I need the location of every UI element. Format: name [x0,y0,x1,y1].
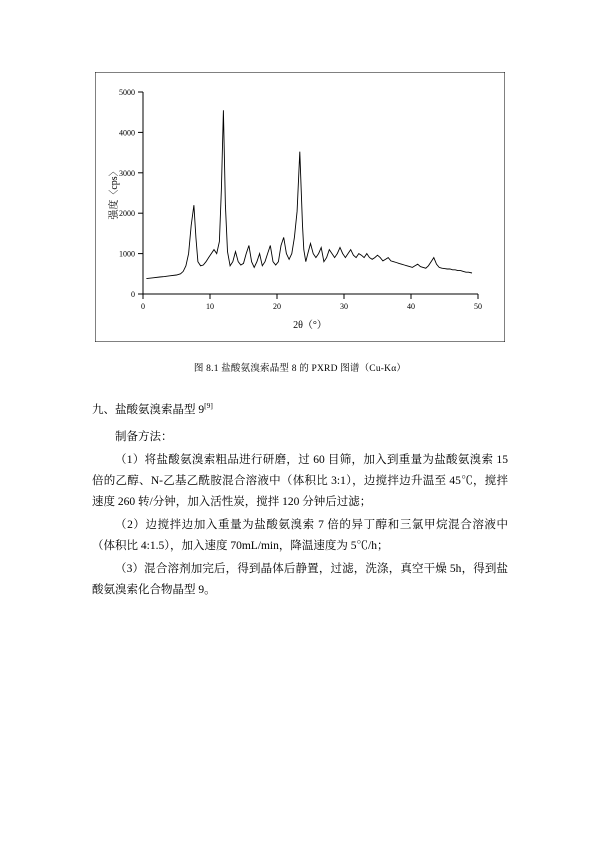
svg-text:4000: 4000 [119,128,135,138]
section-heading-footnote: [9] [204,401,213,411]
pxrd-chart [95,72,505,342]
svg-text:0: 0 [141,302,145,311]
x-axis-label: 2θ（°） [293,320,327,331]
svg-text:20: 20 [273,302,281,311]
document-body [92,400,508,603]
svg-text:5000: 5000 [119,88,135,97]
svg-text:40: 40 [407,302,415,311]
svg-text:2000: 2000 [119,209,135,219]
svg-text:10: 10 [206,302,214,311]
step-1: （1）将盐酸氨溴索粗品进行研磨，过 60 目筛，加入到重量为盐酸氨溴索 15 倍的乙醇、N-乙基乙酰胺混合溶液中（体积比 3:1），边搅拌边升温至 45℃，搅拌速度 260 转/分钟，加入活性炭，搅拌 120 分钟后过滤； [92,454,508,508]
pxrd-figure [95,72,505,374]
svg-text:0: 0 [131,290,135,299]
svg-text:30: 30 [340,302,348,311]
figure-caption: 图 8.1 盐酸氨溴索晶型 8 的 PXRD 图谱（Cu-Kα） [193,364,407,374]
svg-text:3000: 3000 [119,168,135,178]
y-axis-label: 强度〈cps〉 [109,166,120,220]
step-2: （2）边搅拌边加入重量为盐酸氨溴索 7 倍的异丁醇和三氯甲烷混合溶液中（体积比 4:1.5），加入速度 70mL/min，降温速度为 5℃/h； [92,519,508,552]
step-3: （3）混合溶剂加完后，得到晶体后静置，过滤，洗涤，真空干燥 5h，得到盐酸氨溴索化合物晶型 9。 [92,563,508,596]
svg-text:1000: 1000 [119,249,135,259]
svg-text:50: 50 [474,302,482,311]
method-label: 制备方法： [115,431,173,443]
section-heading [92,400,508,421]
section-heading-text: 九、盐酸氨溴索晶型 9 [92,404,205,416]
